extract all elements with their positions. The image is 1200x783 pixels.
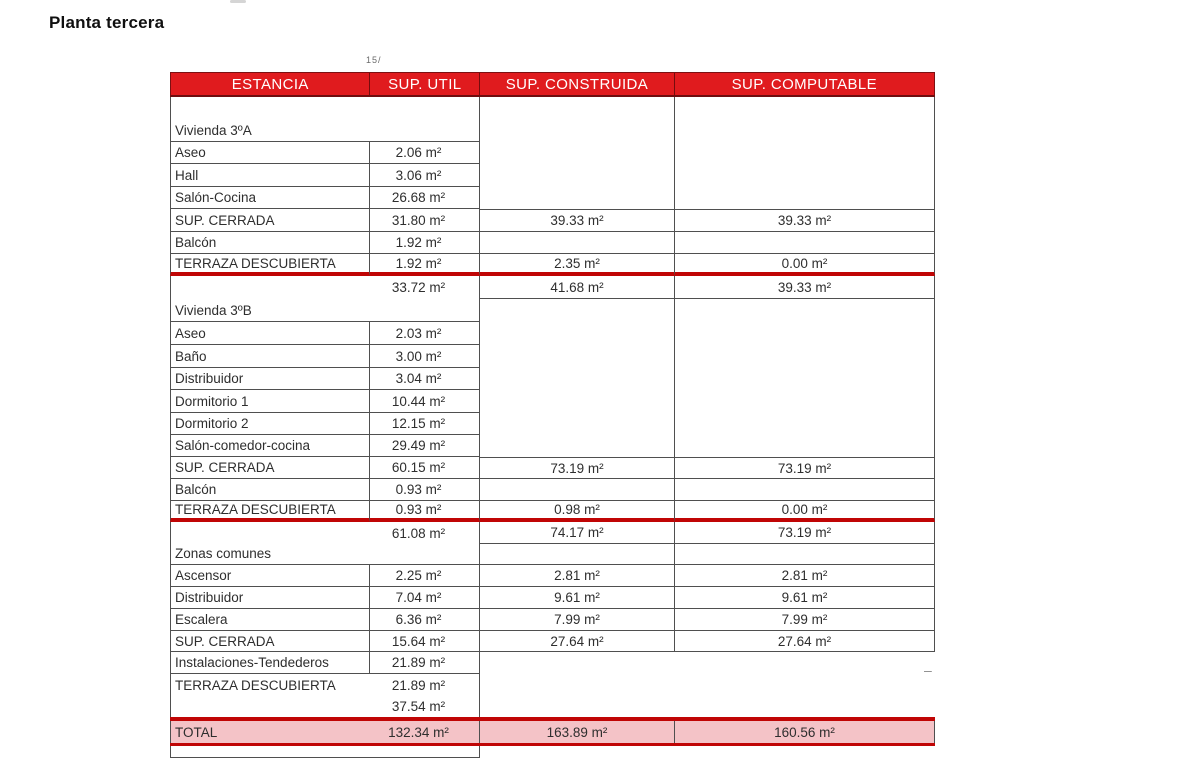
cell-sup-util: 3.06 m² — [370, 164, 480, 187]
cell-sup-construida — [480, 322, 675, 345]
cell-sup-util: 3.00 m² — [370, 345, 480, 368]
cell-estancia: Escalera — [170, 609, 370, 631]
cell-estancia: SUP. CERRADA — [170, 457, 370, 479]
cell-sup-util: 0.93 m² — [370, 501, 480, 522]
cell-sup-computable — [675, 142, 935, 164]
table-row-item — [170, 609, 935, 631]
cell-sup-construida — [480, 345, 675, 368]
table-row-section — [170, 120, 935, 142]
table-row-item — [170, 501, 935, 522]
cell-sup-construida — [480, 368, 675, 390]
cell-sup-util: 33.72 m² — [370, 276, 480, 299]
cell-sup-util: 3.04 m² — [370, 368, 480, 390]
table-row-item — [170, 209, 935, 232]
cell-sup-computable — [675, 322, 935, 345]
cell-sup-construida: 74.17 m² — [480, 522, 675, 544]
table-row-item — [170, 187, 935, 209]
cell-sup-computable: 73.19 m² — [675, 522, 935, 544]
cell-sup-util: 10.44 m² — [370, 390, 480, 413]
scan-artifact-dash: – — [924, 662, 933, 678]
cell-sup-construida: 7.99 m² — [480, 609, 675, 631]
table-row-item — [170, 322, 935, 345]
cell-sup-computable — [675, 299, 935, 322]
cell-sup-util: 60.15 m² — [370, 457, 480, 479]
cell-estancia: Vivienda 3ºA — [170, 120, 370, 142]
column-header-sup-util: SUP. UTIL — [370, 73, 480, 95]
cell-sup-computable — [675, 232, 935, 254]
cell-estancia — [170, 746, 370, 758]
table-row-item — [170, 164, 935, 187]
cell-sup-computable — [675, 435, 935, 457]
cell-sup-util — [370, 120, 480, 142]
table-row-item — [170, 254, 935, 276]
column-header-sup-computable: SUP. COMPUTABLE — [731, 75, 878, 93]
cell-sup-util — [370, 746, 480, 758]
table-row-item — [170, 345, 935, 368]
column-header-sup-construida: SUP. CONSTRUIDA — [480, 73, 674, 95]
page-title: Planta tercera — [49, 13, 165, 32]
cell-estancia: Dormitorio 2 — [170, 413, 370, 435]
cell-sup-util: 61.08 m² — [370, 522, 480, 544]
cell-sup-util: 26.68 m² — [370, 187, 480, 209]
cell-sup-computable — [675, 390, 935, 413]
cell-estancia: Balcón — [170, 479, 370, 501]
cell-sup-computable — [675, 368, 935, 390]
cell-sup-construida — [480, 435, 675, 457]
table-row-item — [170, 413, 935, 435]
cell-estancia: SUP. CERRADA — [170, 631, 370, 652]
column-header-estancia: ESTANCIA — [171, 73, 370, 95]
cell-sup-computable — [675, 97, 935, 120]
cell-sup-construida — [480, 164, 675, 187]
cell-estancia — [170, 276, 370, 299]
cell-sup-util — [370, 544, 480, 565]
cell-sup-construida — [480, 120, 675, 142]
table-row-item — [170, 457, 935, 479]
cell-sup-util: 21.89 m² — [370, 652, 480, 674]
table-row-item — [170, 368, 935, 390]
cell-sup-util: 2.25 m² — [370, 565, 480, 587]
cell-sup-util: 0.93 m² — [370, 479, 480, 501]
scan-smudge-artifact — [230, 0, 246, 3]
cell-sup-construida — [480, 142, 675, 164]
table-row-item — [170, 652, 935, 674]
table-row-item — [170, 390, 935, 413]
table-row-spacer — [170, 97, 935, 120]
table-row-item — [170, 631, 935, 652]
cell-sup-computable — [675, 345, 935, 368]
cell-estancia: Zonas comunes — [170, 544, 370, 565]
cell-sup-construida — [480, 187, 675, 209]
cell-sup-construida — [480, 696, 675, 717]
table-row-item — [170, 435, 935, 457]
cell-estancia — [170, 522, 370, 544]
cell-sup-util — [370, 299, 480, 322]
cell-sup-construida — [480, 674, 675, 696]
table-row-subtotal — [170, 696, 935, 717]
cell-estancia: Hall — [170, 164, 370, 187]
table-row-item — [170, 674, 935, 696]
cell-estancia: Aseo — [170, 142, 370, 164]
cell-sup-computable — [675, 674, 935, 696]
cell-estancia — [170, 696, 370, 717]
cell-sup-util: 2.03 m² — [370, 322, 480, 345]
cell-sup-util — [370, 97, 480, 120]
cell-estancia: TERRAZA DESCUBIERTA — [170, 501, 370, 522]
cell-estancia: Vivienda 3ºB — [170, 299, 370, 322]
cell-sup-construida — [480, 544, 675, 565]
cell-estancia: Baño — [170, 345, 370, 368]
cell-estancia: TOTAL — [170, 721, 370, 743]
cell-estancia — [170, 97, 370, 120]
cell-sup-computable: 39.33 m² — [675, 209, 935, 232]
cell-estancia: Dormitorio 1 — [170, 390, 370, 413]
cell-sup-construida: 0.98 m² — [480, 501, 675, 522]
cell-estancia: Ascensor — [170, 565, 370, 587]
cell-sup-construida: 163.89 m² — [480, 721, 675, 743]
table-row-item — [170, 232, 935, 254]
cell-sup-construida — [480, 299, 675, 322]
cell-sup-computable: 160.56 m² — [675, 721, 935, 743]
cell-sup-construida — [480, 390, 675, 413]
cell-estancia: SUP. CERRADA — [170, 209, 370, 232]
cell-sup-construida — [480, 746, 675, 758]
cell-sup-computable — [675, 413, 935, 435]
cell-sup-construida: 9.61 m² — [480, 587, 675, 609]
cell-sup-construida — [480, 413, 675, 435]
cell-sup-computable: 2.81 m² — [675, 565, 935, 587]
cell-estancia: TERRAZA DESCUBIERTA — [170, 674, 370, 696]
cell-sup-construida: 27.64 m² — [480, 631, 675, 652]
cell-sup-util: 15.64 m² — [370, 631, 480, 652]
cell-sup-computable: 7.99 m² — [675, 609, 935, 631]
cell-sup-computable — [675, 696, 935, 717]
cell-sup-construida: 2.81 m² — [480, 565, 675, 587]
cell-sup-util: 21.89 m² — [370, 674, 480, 696]
cell-sup-computable — [675, 746, 935, 758]
table-row-subtotal — [170, 276, 935, 299]
cell-sup-computable — [675, 164, 935, 187]
table-row-stub — [170, 746, 935, 758]
cell-estancia: Aseo — [170, 322, 370, 345]
cell-sup-computable — [675, 479, 935, 501]
cell-sup-computable: 0.00 m² — [675, 254, 935, 276]
cell-sup-construida — [480, 97, 675, 120]
cell-sup-computable — [675, 187, 935, 209]
cell-estancia: Salón-comedor-cocina — [170, 435, 370, 457]
cell-sup-util: 1.92 m² — [370, 254, 480, 276]
cell-sup-computable: 39.33 m² — [675, 276, 935, 299]
table-row-item — [170, 587, 935, 609]
cell-sup-util: 1.92 m² — [370, 232, 480, 254]
cell-sup-construida — [480, 479, 675, 501]
table-row-subtotal — [170, 522, 935, 544]
scan-artifact-above-table: 15/ — [366, 55, 382, 65]
cell-sup-util: 37.54 m² — [370, 696, 480, 717]
cell-sup-computable: 73.19 m² — [675, 457, 935, 479]
cell-sup-util: 2.06 m² — [370, 142, 480, 164]
cell-sup-util: 7.04 m² — [370, 587, 480, 609]
cell-estancia: Distribuidor — [170, 587, 370, 609]
table-row-item — [170, 565, 935, 587]
table-row-item — [170, 479, 935, 501]
table-row-item — [170, 142, 935, 164]
cell-sup-util: 6.36 m² — [370, 609, 480, 631]
table-header-row — [170, 72, 935, 97]
cell-sup-computable — [675, 544, 935, 565]
cell-estancia: Distribuidor — [170, 368, 370, 390]
cell-sup-computable: 0.00 m² — [675, 501, 935, 522]
cell-estancia: Instalaciones-Tendederos — [170, 652, 370, 674]
cell-sup-util: 29.49 m² — [370, 435, 480, 457]
cell-sup-construida: 41.68 m² — [480, 276, 675, 299]
table-row-total — [170, 717, 935, 746]
cell-sup-computable: 27.64 m² — [675, 631, 935, 652]
cell-sup-computable — [675, 120, 935, 142]
cell-estancia: Balcón — [170, 232, 370, 254]
cell-sup-util: 132.34 m² — [370, 721, 480, 743]
cell-estancia: TERRAZA DESCUBIERTA — [170, 254, 370, 276]
cell-sup-util: 12.15 m² — [370, 413, 480, 435]
cell-sup-computable: 9.61 m² — [675, 587, 935, 609]
cell-sup-computable — [675, 652, 935, 674]
cell-sup-construida: 39.33 m² — [480, 209, 675, 232]
table-row-section — [170, 299, 935, 322]
cell-sup-construida — [480, 232, 675, 254]
cell-estancia: Salón-Cocina — [170, 187, 370, 209]
cell-sup-construida: 2.35 m² — [480, 254, 675, 276]
cell-sup-construida: 73.19 m² — [480, 457, 675, 479]
cell-sup-util: 31.80 m² — [370, 209, 480, 232]
cell-sup-construida — [480, 652, 675, 674]
table-row-section — [170, 544, 935, 565]
area-table — [170, 72, 935, 758]
